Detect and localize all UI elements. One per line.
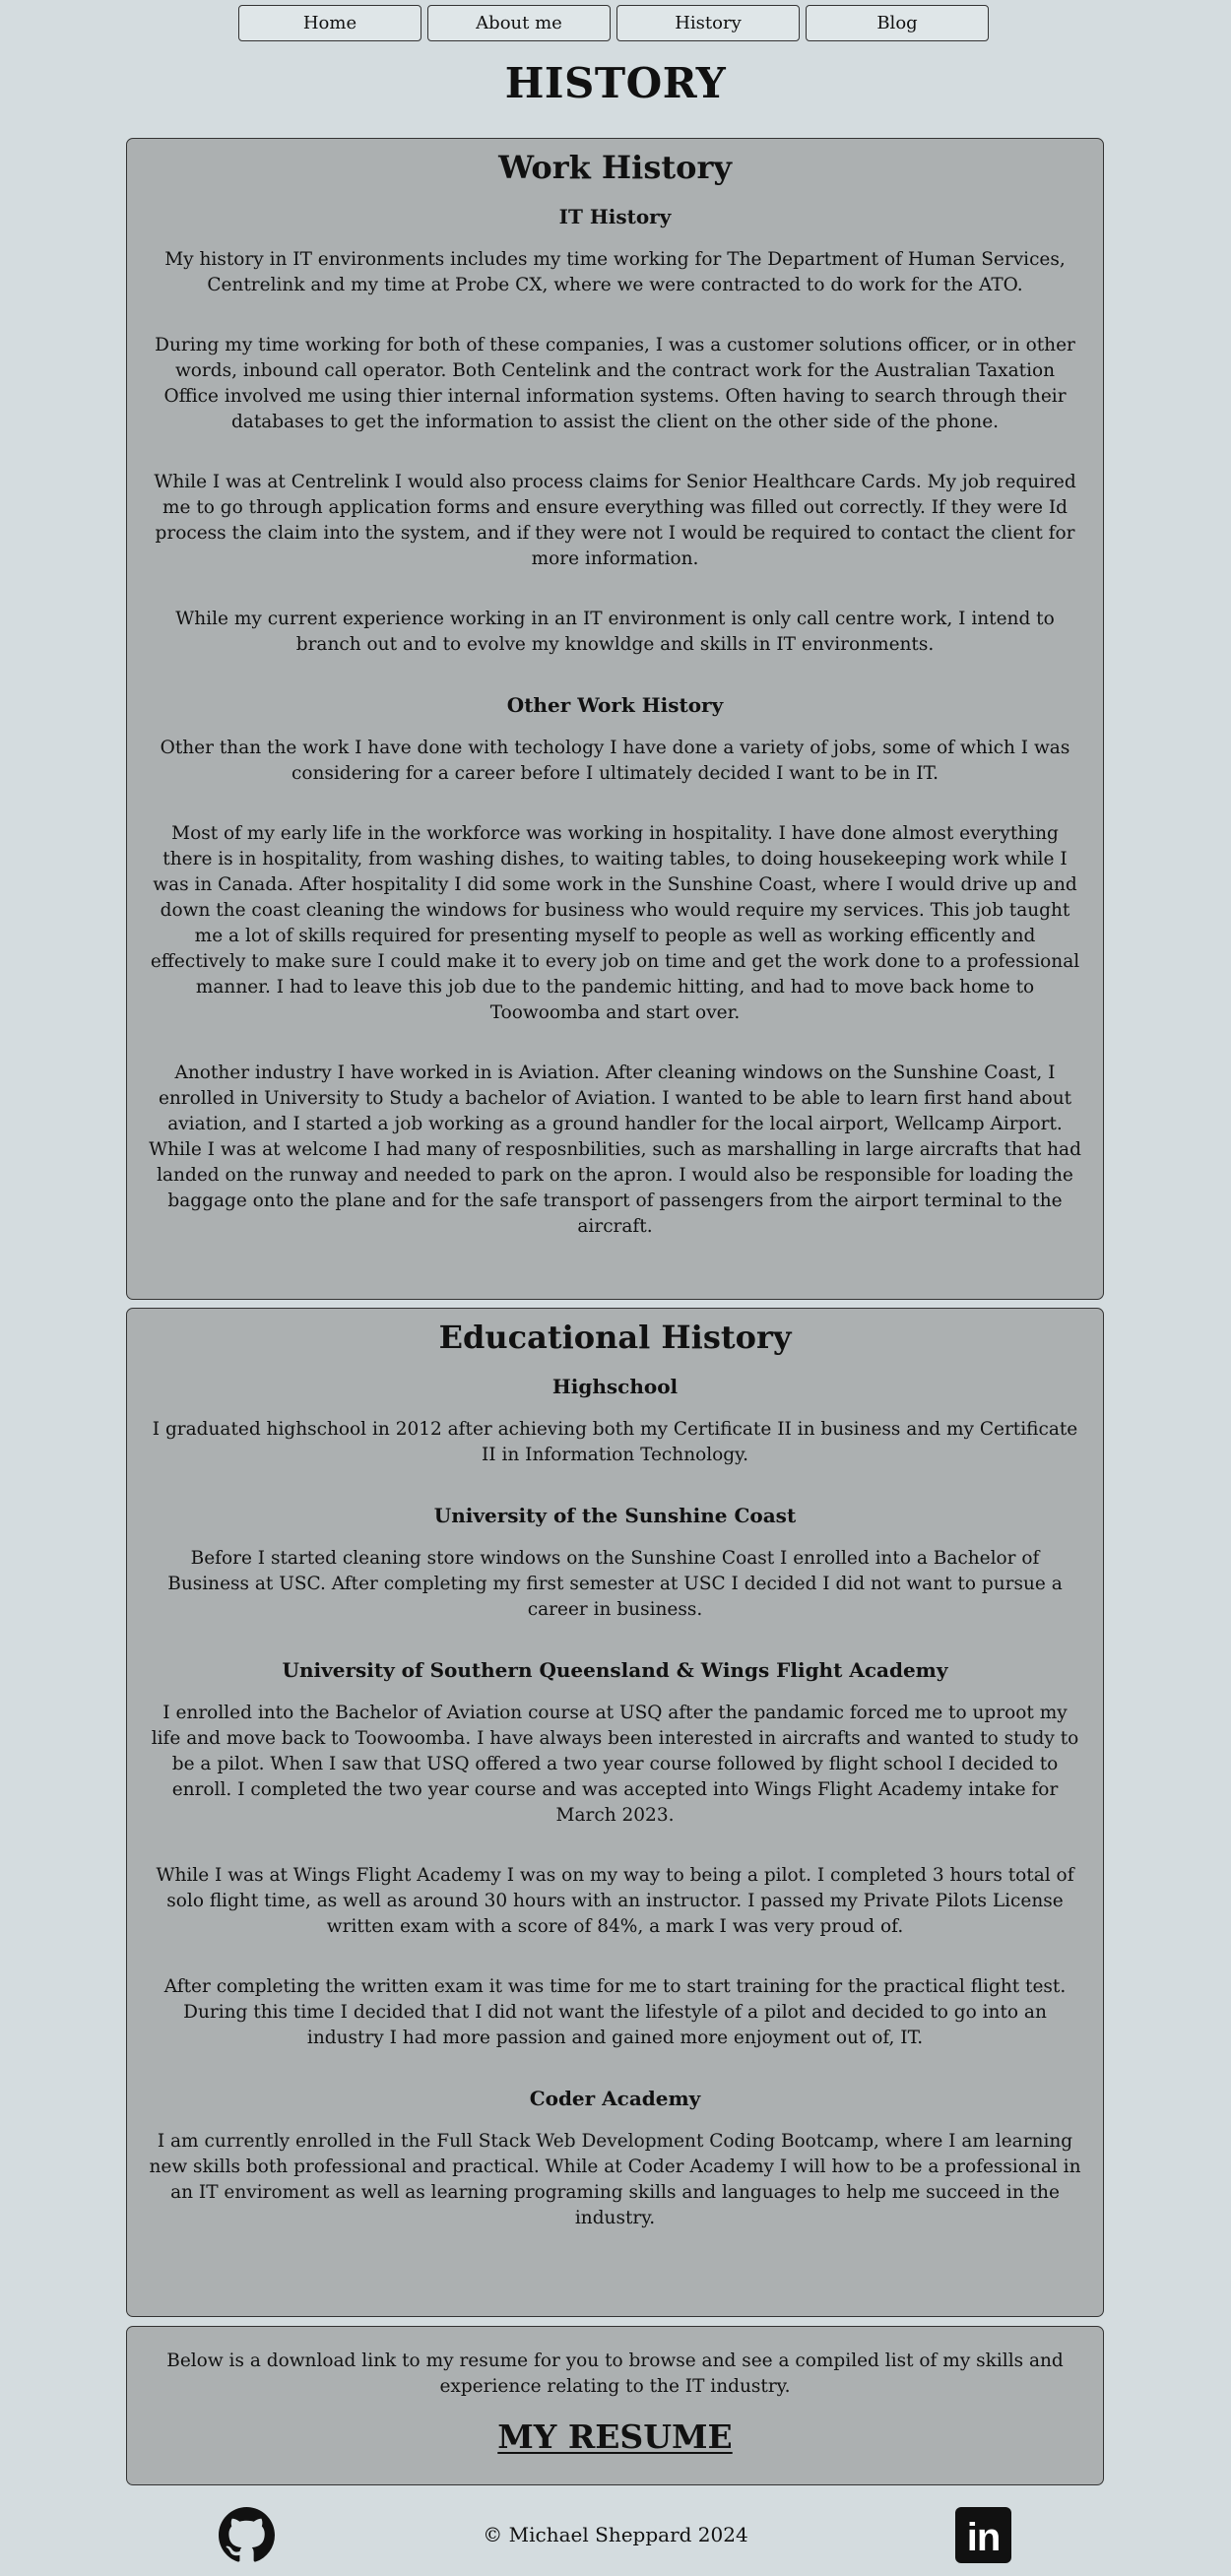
usq-paragraph: I enrolled into the Bachelor of Aviation course at USQ after the pandamic forced me to uproot my life and move back to Toowoomba. I have always been interested in aircrafts and wanted to study to be a pilot. When I saw that USQ offered a two year course followed by flight school I decided to enroll. I completed the two year course and was accepted into Wings Flight Academy intake for March 2023. — [151, 1703, 1079, 1827]
highschool-heading: Highschool — [551, 1375, 679, 1399]
coder-academy-heading: Coder Academy — [529, 2087, 701, 2111]
coder-academy-paragraph: I am currently enrolled in the Full Stack Web Development Coding Bootcamp, where I am learning new skills both professional and practical. While at Coder Academy I will how to be a professional in an IT enviroment as well as learning programing skills and languages to help me succeed in the industry. — [149, 2131, 1081, 2229]
footer — [0, 2505, 1231, 2566]
work-history-card — [126, 138, 1104, 1300]
linkedin-icon[interactable] — [955, 2507, 1011, 2563]
usc-paragraph: Before I started cleaning store windows on the Sunshine Coast I enrolled into a Bachelor of Business at USC. After completing my first semester at USC I decided I did not want to pursue a career in business. — [167, 1548, 1063, 1621]
education-history-card — [126, 1308, 1104, 2317]
resume-download-link[interactable]: MY RESUME — [497, 2417, 733, 2456]
highschool-paragraph: I graduated highschool in 2012 after achieving both my Certificate II in business and my Certificate II in Information Technology. — [152, 1419, 1078, 1466]
usq-heading: University of Southern Queensland & Wings Flight Academy — [282, 1658, 948, 1683]
nav-blog-button[interactable]: Blog — [806, 5, 989, 41]
other-work-paragraph: Other than the work I have done with techology I have done a variety of jobs, some of which I was considering for a career before I ultimately decided I want to be in IT. — [160, 738, 1070, 785]
usq-paragraph: After completing the written exam it was time for me to start training for the practical flight test. During this time I decided that I did not want the lifestyle of a pilot and decided to go into an industry I had more passion and gained more enjoyment out of, IT. — [163, 1976, 1067, 2049]
top-nav — [238, 5, 993, 41]
nav-about-button[interactable]: About me — [427, 5, 611, 41]
other-work-paragraph: Most of my early life in the workforce was working in hospitality. I have done almost everything there is in hospitality, from washing dishes, to waiting tables, to doing housekeeping work while I was in Canada. After hospitality I did some work in the Sunshine Coast, where I would drive up and down the coast cleaning the windows for business who would require my services. This job taught me a lot of skills required for presenting myself to people as well as working efficently and effectively to make sure I could make it to every job on time and get the work done to a professional manner. I had to leave this job due to the pandemic hitting, and had to move back home to Toowoomba and start over. — [150, 823, 1080, 1024]
work-history-title: Work History — [498, 149, 732, 186]
other-work-heading: Other Work History — [506, 693, 724, 718]
it-history-paragraph: While my current experience working in an IT environment is only call centre work, I intend to branch out and to evolve my knowldge and skills in IT environments. — [175, 609, 1055, 656]
it-history-paragraph: My history in IT environments includes my time working for The Department of Human Services, Centrelink and my time at Probe CX, where we were contracted to do work for the ATO. — [164, 249, 1066, 296]
linkedin-wordmark: in — [966, 2516, 1001, 2559]
usq-paragraph: While I was at Wings Flight Academy I was on my way to being a pilot. I completed 3 hours total of solo flight time, as well as around 30 hours with an instructor. I passed my Private Pilots License written exam with a score of 84%, a mark I was very proud of. — [156, 1865, 1074, 1938]
it-history-heading: IT History — [558, 205, 672, 229]
copyright-text: © Michael Sheppard 2024 — [483, 2523, 748, 2546]
page-title: HISTORY — [504, 59, 727, 107]
nav-history-button[interactable]: History — [616, 5, 800, 41]
usc-heading: University of the Sunshine Coast — [433, 1504, 797, 1528]
it-history-paragraph: During my time working for both of these companies, I was a customer solutions officer, or in other words, inbound call operator. Both Centelink and the contract work for the Australian Taxation Office involved me using thier internal information systems. Often having to search through their databases to get the information to assist the client on the other side of the phone. — [155, 335, 1075, 433]
nav-home-button[interactable]: Home — [238, 5, 421, 41]
it-history-paragraph: While I was at Centrelink I would also process claims for Senior Healthcare Cards. My job required me to go through application forms and ensure everything was filled out correctly. If they were Id process the claim into the system, and if they were not I would be required to contact the client for more information. — [154, 472, 1076, 570]
resume-card — [126, 2326, 1104, 2485]
other-work-paragraph: Another industry I have worked in is Aviation. After cleaning windows on the Sunshine Coast, I enrolled in University to Study a bachelor of Aviation. I wanted to be able to learn first hand about aviation, and I started a job working as a ground handler for the local airport, Wellcamp Airport. While I was at welcome I had many of resposnbilities, such as marshalling in large aircrafts that had landed on the runway and needed to park on the apron. I would also be responsible for loading the baggage onto the plane and for the safe transport of passengers from the airport terminal to the aircraft. — [149, 1063, 1081, 1238]
resume-description: Below is a download link to my resume for you to browse and see a compiled list of my skills and experience relating to the IT industry. — [166, 2351, 1064, 2397]
education-history-title: Educational History — [438, 1319, 792, 1356]
